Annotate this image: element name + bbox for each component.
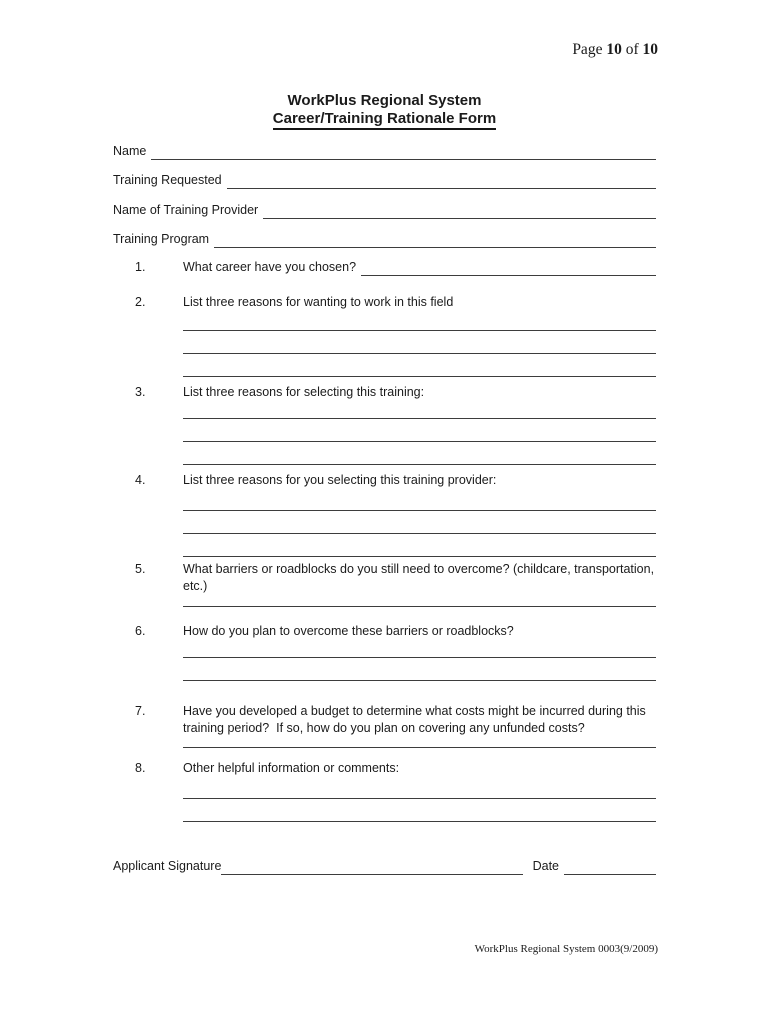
page-number [572, 41, 658, 59]
of-word: of [625, 41, 639, 58]
question-5-answer-line[interactable] [183, 584, 656, 607]
form-title-line2: Career/Training Rationale Form [273, 110, 496, 130]
question-2-text: List three reasons for wanting to work in this field [183, 295, 454, 309]
field-row-training-requested [113, 172, 656, 189]
page-number-current: 10 [606, 41, 622, 58]
question-8-answer-line[interactable] [183, 799, 656, 822]
question-4-answer-line[interactable] [183, 511, 656, 534]
question-7-text: Have you developed a budget to determine what costs might be incurred during this training period? If so, how do you plan on covering any unfunded costs? [183, 704, 650, 735]
question-4 [113, 472, 656, 557]
question-3-answer-line[interactable] [183, 419, 656, 442]
question-3-number: 3. [135, 385, 146, 399]
question-1 [113, 259, 656, 276]
question-8 [113, 760, 656, 822]
signature-row [113, 858, 656, 875]
field-row-training-provider [113, 202, 656, 219]
question-7 [113, 703, 656, 748]
training-requested-input-line[interactable] [227, 172, 656, 189]
page-number-total: 10 [642, 41, 658, 58]
question-5-text: What barriers or roadblocks do you still need to overcome? (childcare, transportation, etc.) [183, 562, 658, 593]
applicant-signature-input-line[interactable] [221, 858, 522, 875]
question-1-number: 1. [135, 260, 146, 274]
question-4-answer-line[interactable] [183, 534, 656, 557]
name-label: Name [113, 144, 147, 158]
training-provider-input-line[interactable] [263, 202, 656, 219]
training-program-label: Training Program [113, 232, 210, 246]
question-2-number: 2. [135, 295, 146, 309]
question-3 [113, 384, 656, 465]
page-word: Page [572, 41, 603, 58]
question-8-number: 8. [135, 761, 146, 775]
question-6 [113, 623, 656, 681]
question-5 [113, 561, 656, 607]
field-row-training-program [113, 231, 656, 248]
training-requested-label: Training Requested [113, 173, 222, 187]
form-title [113, 92, 656, 130]
question-6-number: 6. [135, 624, 146, 638]
form-footer-code: WorkPlus Regional System 0003(9/2009) [474, 943, 658, 955]
question-2-answer-line[interactable] [183, 331, 656, 354]
training-program-input-line[interactable] [214, 231, 656, 248]
question-4-text: List three reasons for you selecting this training provider: [183, 473, 497, 487]
date-input-line[interactable] [564, 858, 656, 875]
applicant-signature-label: Applicant Signature [113, 859, 222, 873]
question-3-answer-line[interactable] [183, 442, 656, 465]
form-title-line1: WorkPlus Regional System [287, 92, 482, 109]
question-1-answer-line[interactable] [361, 259, 656, 276]
question-7-number: 7. [135, 704, 146, 718]
field-row-name [113, 143, 656, 160]
question-2-answer-line[interactable] [183, 308, 656, 331]
question-8-answer-line[interactable] [183, 776, 656, 799]
name-input-line[interactable] [151, 143, 656, 160]
date-label: Date [532, 859, 559, 873]
question-4-number: 4. [135, 473, 146, 487]
question-4-answer-line[interactable] [183, 488, 656, 511]
question-6-text: How do you plan to overcome these barriers or roadblocks? [183, 624, 514, 638]
training-provider-label: Name of Training Provider [113, 203, 259, 217]
question-6-answer-line[interactable] [183, 658, 656, 681]
question-2 [113, 294, 656, 377]
question-2-answer-line[interactable] [183, 354, 656, 377]
question-1-text: What career have you chosen? [183, 260, 357, 274]
question-3-text: List three reasons for selecting this training: [183, 385, 425, 399]
question-8-text: Other helpful information or comments: [183, 761, 400, 775]
question-5-number: 5. [135, 562, 146, 576]
